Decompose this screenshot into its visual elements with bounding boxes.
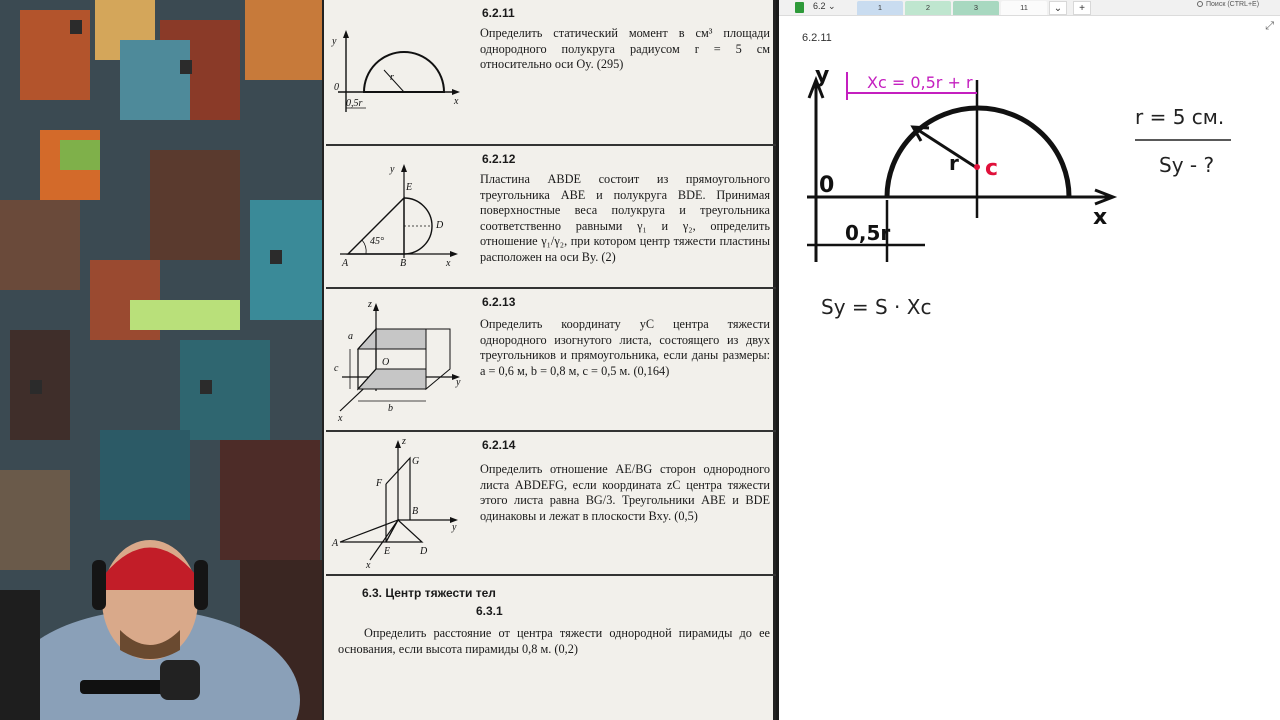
handwriting-canvas[interactable] (779, 0, 1280, 720)
fig-label-x: x (454, 96, 459, 107)
plate-abde-figure (326, 146, 476, 289)
fig-label-e: E (384, 546, 391, 557)
fig-label-a: A (342, 258, 349, 269)
problem-6-2-13 (326, 289, 776, 432)
tab-list-button[interactable]: ⌄ (1049, 1, 1067, 15)
problem-6-2-14 (326, 432, 776, 576)
tab-page-2[interactable]: 2 (905, 1, 951, 15)
formula-label: Sy = S · Xc (821, 295, 932, 319)
search-placeholder: Поиск (CTRL+E) (1206, 1, 1260, 8)
problem-text: Определить отношение AE/BG сторон однородного листа ABDEFG, если координата zC центра тяжести этого листа равна BG/3. Треугольники ABE и BDE одинаковы и лежат в плоскости Bxy. (0,5) (480, 462, 770, 523)
headphones-right (194, 560, 208, 610)
notes-app (779, 0, 1280, 720)
radius-line (915, 128, 977, 168)
problem-text: Пластина ABDE состоит из прямоугольного треугольника ABE и полукруга BDE. Принимая поверхностные веса полукруга и треугольника соответственно равными γ₁ и γ₂, определить отношение γ₁/γ₂, при котором центр тяжести пластины расположен на оси By. (2) (480, 172, 770, 264)
section-title: 6.3. Центр тяжести тел (362, 586, 496, 600)
section-problem-text: Определить расстояние от центра тяжести однородной пирамиды до ее основания, если высота пирамиды 0,8 м. (0,2) (338, 626, 770, 656)
center-label: c (985, 156, 999, 181)
fig-label-f: F (376, 478, 383, 489)
page-title: 6.2.11 (802, 32, 832, 44)
fig-label-y: y (332, 36, 337, 47)
microphone (160, 660, 200, 700)
tab-page-1[interactable]: 1 (857, 1, 903, 15)
fig-label-origin: 0 (334, 82, 339, 93)
fig-label-c: c (334, 363, 339, 374)
given-label: r = 5 см. (1135, 105, 1225, 129)
problem-6-2-12 (326, 146, 776, 289)
fig-label-b: B (412, 506, 419, 517)
xc-label: Xc = 0,5r + r (867, 73, 973, 92)
x-axis-label: x (1093, 205, 1108, 230)
fig-label-y: y (390, 164, 395, 175)
section-problem-number: 6.3.1 (476, 604, 503, 618)
center-point (974, 164, 980, 170)
find-label: Sy - ? (1159, 153, 1215, 177)
fig-label-a: A (332, 538, 339, 549)
fig-label-half: 0,5r (346, 98, 363, 109)
fig-label-d: D (436, 220, 444, 231)
sheet-abdefg-figure (326, 432, 476, 576)
fig-label-e: E (406, 182, 413, 193)
fig-label-z: z (368, 299, 372, 310)
fig-label-angle: 45° (370, 236, 384, 247)
fig-label-d: D (420, 546, 428, 557)
fig-label-y: y (456, 377, 461, 388)
headphones-left (92, 560, 106, 610)
fig-label-b: b (388, 403, 393, 414)
fig-label-g: G (412, 456, 420, 467)
add-page-button[interactable]: + (1073, 1, 1091, 15)
fig-label-z: z (402, 436, 406, 447)
tab-page-3[interactable]: 3 (953, 1, 999, 15)
problem-text: Определить координату yC центра тяжести однородного изогнутого листа, состоящего из двух треугольников и прямоугольника, если даны размеры: a = 0,6 м, b = 0,8 м, c = 0,5 м. (0,164) (480, 317, 770, 378)
semicircle-figure (326, 0, 476, 146)
fig-label-y: y (452, 522, 457, 533)
problem-text: Определить статический момент в см³ площади однородного полукруга радиусом r = 5 см относительно оси Oy. (295) (480, 26, 770, 71)
y-axis-label: y (815, 63, 830, 88)
half-r-label: 0,5r (845, 221, 891, 245)
city-artwork-image (0, 0, 322, 720)
fig-label-r: r (390, 72, 394, 83)
bent-sheet-figure (326, 289, 476, 432)
fig-label-a: a (348, 331, 353, 342)
fig-label-x: x (338, 413, 343, 424)
chevron-down-icon: ⌄ (828, 1, 836, 11)
fig-label-o: O (382, 357, 390, 368)
radius-label: r (949, 151, 959, 175)
notebook-label: 6.2 (813, 1, 826, 11)
origin-label: 0 (819, 173, 835, 198)
fig-label-x: x (366, 560, 371, 571)
fig-label-x: x (446, 258, 451, 269)
problem-number: 6.2.11 (482, 6, 515, 20)
problem-number: 6.2.12 (482, 152, 516, 166)
expand-icon[interactable]: ⤢ (1265, 20, 1274, 32)
background-artwork (0, 0, 322, 720)
textbook-page (322, 0, 776, 720)
fig-label-b: B (400, 258, 407, 269)
problem-6-2-11 (326, 0, 776, 146)
problem-number: 6.2.14 (482, 438, 516, 452)
tab-page-11[interactable]: 11 (1001, 1, 1047, 15)
problem-number: 6.2.13 (482, 295, 516, 309)
